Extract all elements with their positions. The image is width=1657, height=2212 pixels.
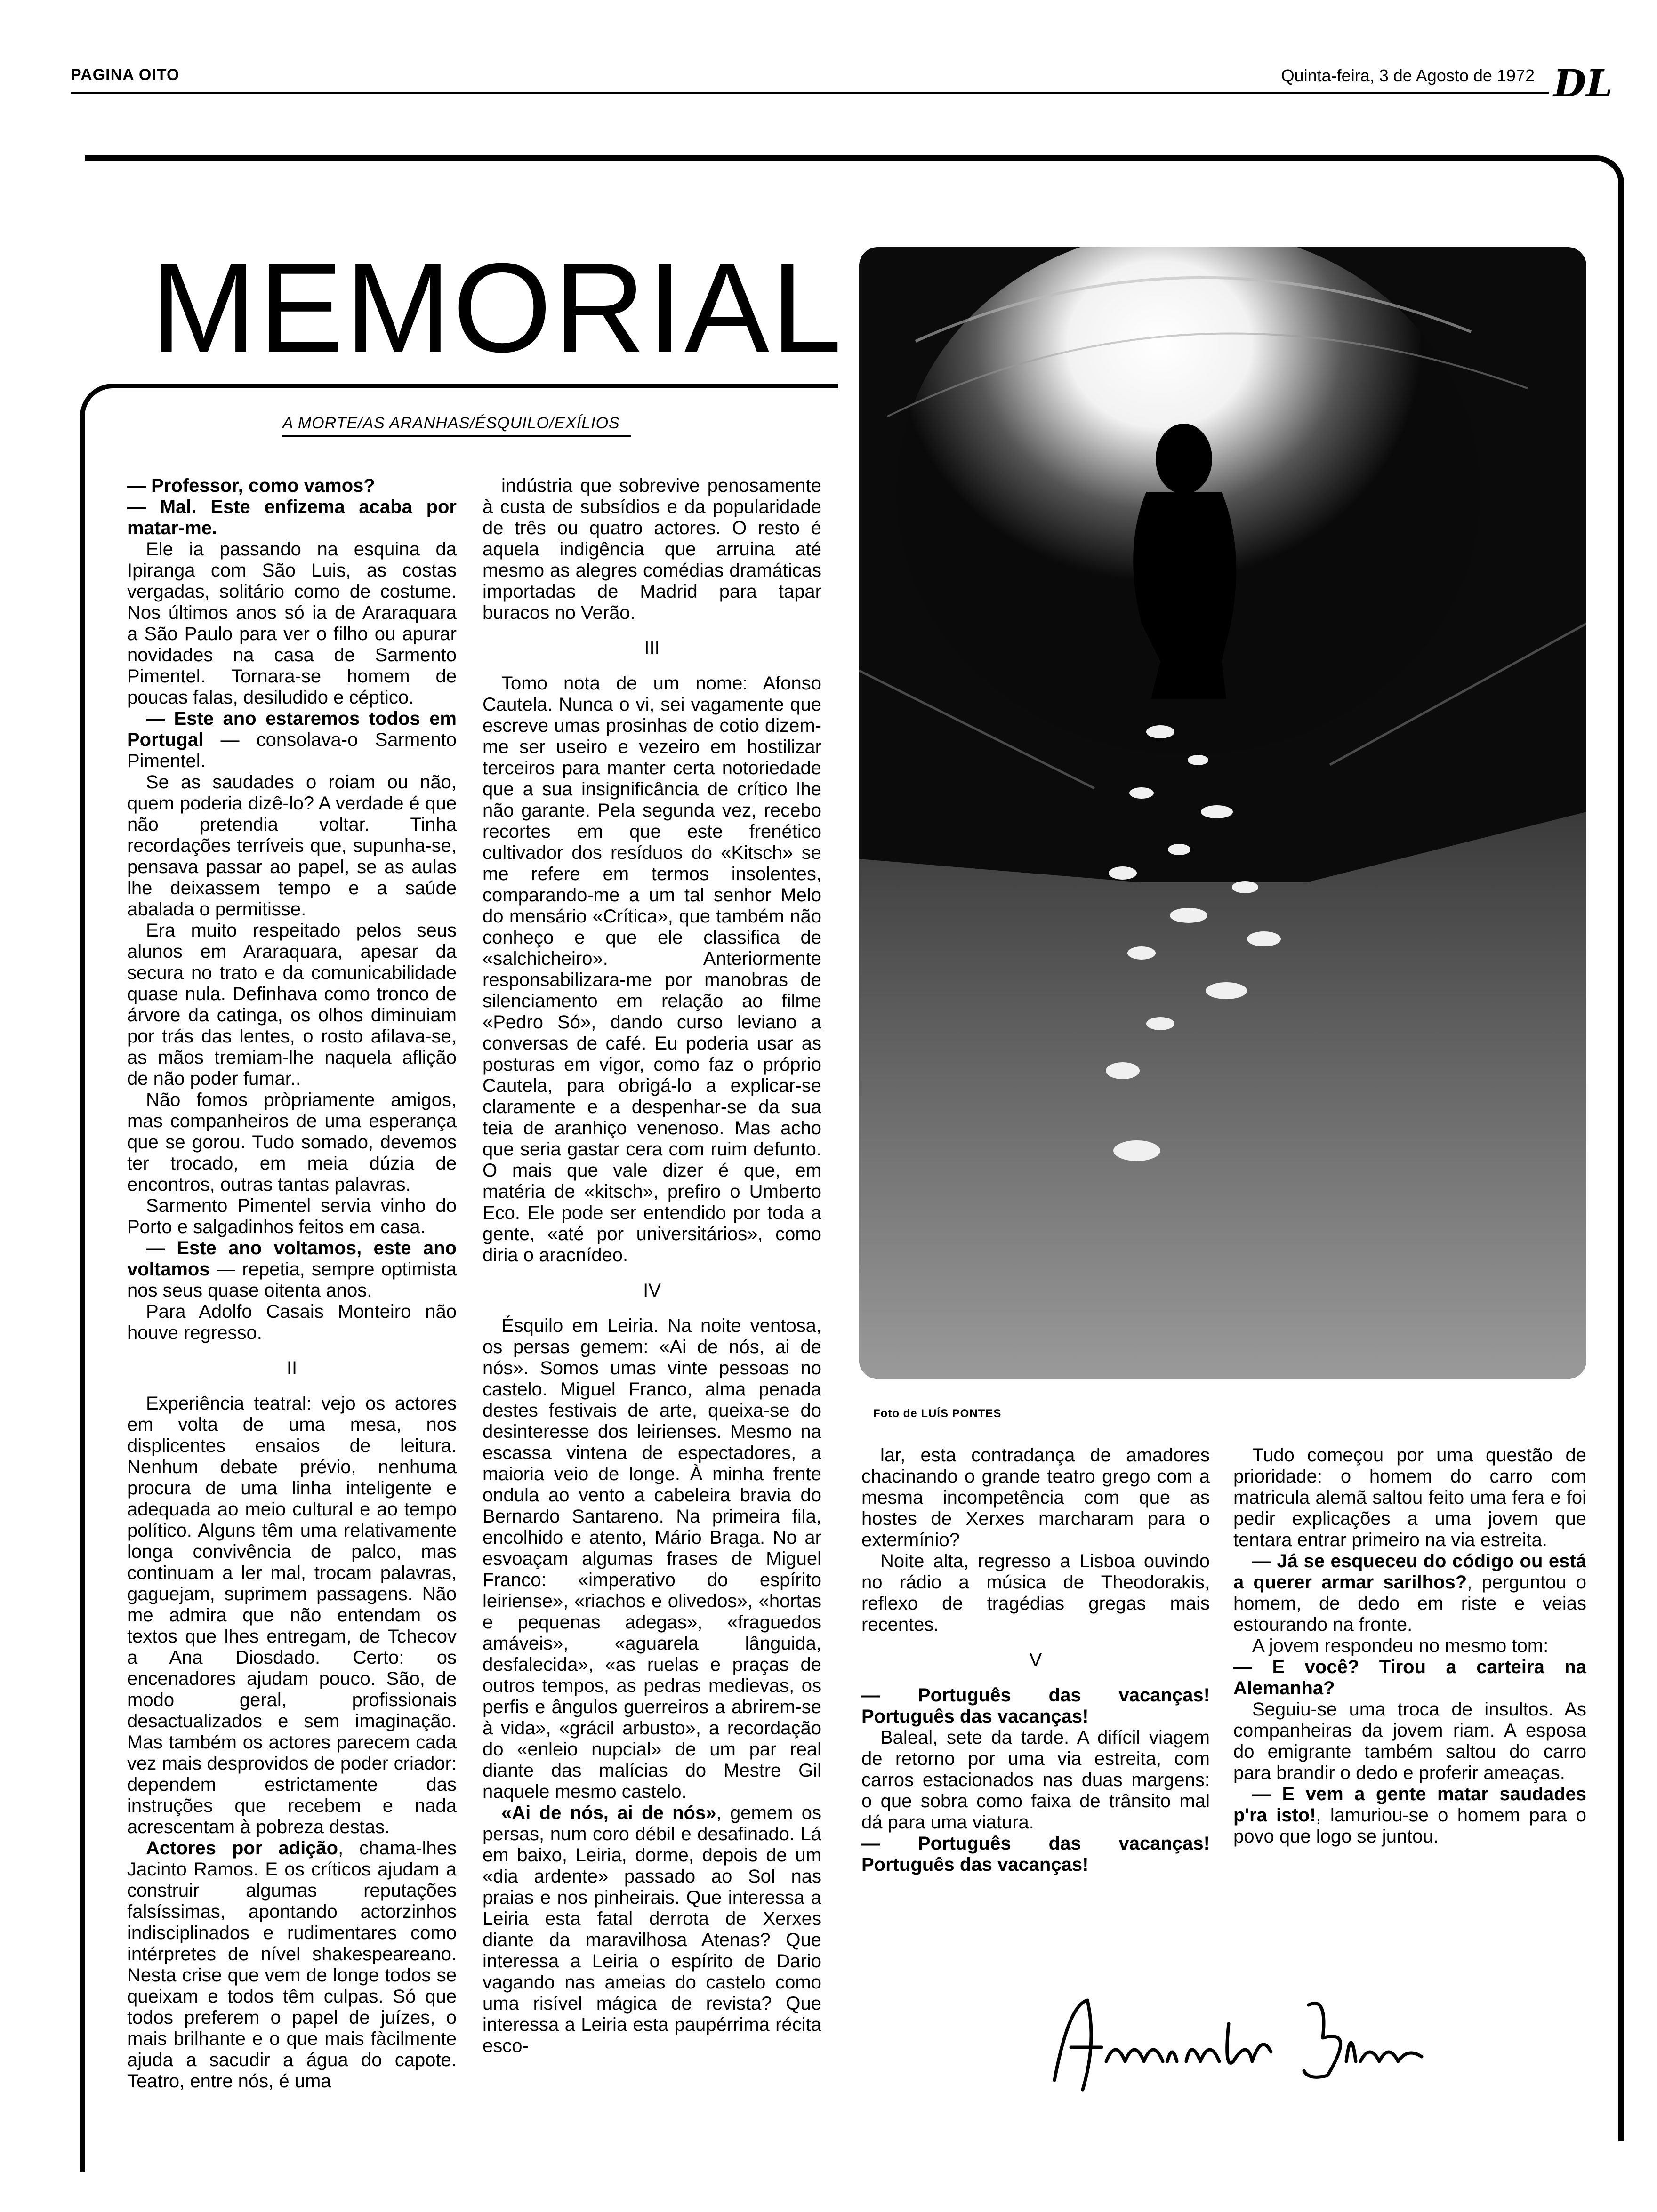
col1b-paragraphs	[127, 1393, 457, 2092]
photo-credit: Foto de LUÍS PONTES	[873, 1407, 1002, 1420]
author-signature	[1026, 1967, 1450, 2118]
tunnel-photo-image	[859, 247, 1586, 1379]
bold-lead: «Ai de nós, ai de nós»	[501, 1803, 716, 1823]
bold-lead: — Professor, como vamos?	[127, 475, 375, 496]
paragraph	[861, 1833, 1210, 1875]
section-number-4: IV	[643, 1280, 661, 1301]
paragraph	[483, 1803, 821, 2057]
paragraph	[127, 1195, 457, 1238]
col3-paragraphs	[861, 1445, 1210, 1635]
col2c-paragraphs	[483, 1315, 821, 2057]
paragraph-text: Noite alta, regresso a Lisboa ouvindo no rádio a música de Theodorakis, reflexo de tragédias gregas mais recentes.	[861, 1551, 1210, 1635]
page-label: PAGINA OITO	[71, 66, 180, 84]
article-title: MEMORIAL	[151, 237, 844, 379]
paragraph	[127, 772, 457, 920]
paragraph	[1233, 1657, 1586, 1699]
paragraph	[1233, 1699, 1586, 1784]
subtitle-underline	[282, 435, 631, 437]
paragraph-text: — consolava-o Sarmento Pimentel.	[127, 729, 457, 771]
paragraph-text: indústria que sobrevive penosamente à custa de subsídios e da popularidade de três ou quatro actores. O resto é aquela indigência que arruina até mesmo as alegres comédias dramáticas importadas de Madrid para tapar buracos no Verão.	[483, 475, 821, 623]
paragraph	[483, 1315, 821, 1803]
signature-image	[1026, 1967, 1450, 2118]
paragraph	[861, 1727, 1210, 1833]
paragraph-text: , lamuriou-se o homem para o povo que logo se juntou.	[1233, 1805, 1586, 1847]
col2b-paragraphs	[483, 673, 821, 1266]
col1-paragraphs	[127, 475, 457, 1344]
paragraph-text: Ele ia passando na esquina da Ipiranga com São Luis, as costas vergadas, solitário como de costume. Nos últimos anos só ia de Araraquara a São Paulo para ver o filho ou apurar novidades na casa de Sarmento Pimentel. Tornara-se homem de poucas falas, desiludido e céptico.	[127, 539, 457, 708]
paragraph-text: Tomo nota de um nome: Afonso Cautela. Nunca o vi, sei vagamente que escreve umas prosinhas de cotio dizem-me ser useiro e vezeiro em hostilizar terceiros para manter certa notoriedade que a sua insignificância de crítico lhe não garante. Pela segunda vez, recebo recortes em que este frenético cultivador dos resíduos do «Kitsch» se me refere em termos insolentes, comparando-me a um tal senhor Melo do mensário «Crítica», que também não conheço e que ele classifica de «salchicheiro». Anteriormente responsabilizara-me por manobras de silenciamento em relação ao filme «Pedro Só», dando curso leviano a conversas de café. Eu poderia usar as posturas em vigor, como faz o próprio Cautela, para obrigá-lo a explicar-se claramente e a despenhar-se da sua teia de aranhiço venenoso. Mas acho que seria gastar cera com ruim defunto. O mais que vale dizer é que, em matéria de «kitsch», prefiro o Umberto Eco. Ele pode ser entendido por toda a gente, «até por universitários», como diria o aracnídeo.	[483, 673, 821, 1266]
paragraph	[483, 475, 821, 624]
paragraph-text: lar, esta contradança de amadores chacinando o grande teatro grego com a mesma incompetência com que as hostes de Xerxes marcharam para o extermínio?	[861, 1445, 1210, 1550]
paragraph	[1233, 1635, 1586, 1657]
column-3	[861, 1445, 1210, 1875]
paragraph-text: Para Adolfo Casais Monteiro não houve regresso.	[127, 1301, 457, 1343]
section-number-5: V	[1029, 1650, 1042, 1670]
col2-paragraphs	[483, 475, 821, 624]
paragraph	[127, 1838, 457, 2092]
paragraph	[861, 1445, 1210, 1551]
bold-lead: — Português das vacanças! Português das vacanças!	[861, 1833, 1210, 1875]
paragraph	[127, 1301, 457, 1344]
paragraph-text: A jovem respondeu no mesmo tom:	[1252, 1635, 1549, 1656]
newspaper-logo: DL	[1553, 61, 1613, 105]
bold-lead: — Português das vacanças! Português das vacanças!	[861, 1685, 1210, 1727]
paragraph	[127, 1393, 457, 1838]
column-2	[483, 475, 821, 2057]
bold-lead: — E você? Tirou a carteira na Alemanha?	[1233, 1657, 1586, 1699]
paragraph-text: Tudo começou por uma questão de prioridade: o homem do carro com matricula alemã saltou feito uma fera e foi pedir explicações a uma jovem que tentara entrar primeiro na via estreita.	[1233, 1445, 1586, 1550]
section-number-2: II	[286, 1358, 298, 1378]
paragraph	[127, 539, 457, 708]
section-number-3: III	[644, 638, 660, 658]
paragraph-text: Se as saudades o roiam ou não, quem poderia dizê-lo? A verdade é que não pretendia voltar. Tinha recordações terríveis que, supunha-se, pensava passar ao papel, se as aulas lhe deixassem tempo e a saúde abalada o permitisse.	[127, 772, 457, 920]
column-1	[127, 475, 457, 2092]
bold-lead: — Este ano voltamos, este ano voltamos	[127, 1238, 457, 1280]
paragraph	[127, 920, 457, 1090]
paragraph-text: Baleal, sete da tarde. A difícil viagem de retorno por uma via estreita, com carros estacionados nas duas margens: o que sobra como faixa de trânsito mal dá para uma viatura.	[861, 1727, 1210, 1833]
paragraph-text: , perguntou o homem, de dedo em riste e veias estourando na fronte.	[1233, 1572, 1586, 1635]
paragraph	[127, 1090, 457, 1195]
paragraph	[483, 673, 821, 1266]
paragraph	[1233, 1445, 1586, 1551]
tunnel-photo	[859, 247, 1586, 1379]
paragraph	[127, 708, 457, 772]
paragraph-text: , chama-lhes Jacinto Ramos. E os críticos ajudam a construir algumas reputações falsíssimas, apontando actorzinhos indisciplinados e rudimentares como intérpretes de nível shakespeareano. Nesta crise que vem de longe todos se queixam e todos têm culpas. Só que todos preferem o papel de juízes, o mais brilhante e o que mais fàcilmente ajuda a sacudir a água do capote. Teatro, entre nós, é uma	[127, 1838, 457, 2092]
paragraph-text: Seguiu-se uma troca de insultos. As companheiras da jovem riam. A esposa do emigrante também saltou do carro para brandir o dedo e proferir ameaças.	[1233, 1699, 1586, 1783]
col3b-paragraphs	[861, 1685, 1210, 1875]
bold-lead: — Já se esqueceu do código ou está a querer armar sarilhos?	[1233, 1551, 1586, 1593]
paragraph	[127, 497, 457, 539]
paragraph-text: Experiência teatral: vejo os actores em volta de uma mesa, nos displicentes ensaios de leitura. Nenhum debate prévio, nenhuma procura de uma linha inteligente e adequada ao meio cultural e ao tempo político. Alguns têm uma relativamente longa convivência de palco, mas continuam a ler mal, trocam palavras, gaguejam, suprimem passagens. Não me admira que não entendam os textos que lhes entregam, de Tchecov a Ana Diosdado. Certo: os encenadores ajudam pouco. São, de modo geral, profissionais desactualizados e sem imaginação. Mas também os actores parecem cada vez mais desprovidos de poder criador: dependem estrictamente das instruções que recebem e nada acrescentam à pobreza destas.	[127, 1393, 457, 1837]
col4-paragraphs	[1233, 1445, 1586, 1847]
bold-lead: — Mal. Este enfizema acaba por matar-me.	[127, 497, 457, 538]
issue-date: Quinta-feira, 3 de Agosto de 1972	[1281, 66, 1535, 85]
paragraph-text: — repetia, sempre optimista nos seus quase oitenta anos.	[127, 1259, 457, 1301]
paragraph-text: Era muito respeitado pelos seus alunos em Araraquara, apesar da secura no trato e da comunicabilidade quase nula. Definhava como tronco de árvore da catinga, os olhos diminuiam por trás das lentes, o rosto afilava-se, as mãos tremiam-lhe naquela aflição de não poder fumar..	[127, 920, 457, 1089]
paragraph	[861, 1685, 1210, 1727]
paragraph	[861, 1551, 1210, 1635]
bold-lead: Actores por adição	[146, 1838, 338, 1859]
paragraph	[127, 1238, 457, 1301]
paragraph	[127, 475, 457, 497]
bold-lead: — E vem a gente matar saudades p'ra isto!	[1233, 1784, 1586, 1826]
article-subtitle: A MORTE/AS ARANHAS/ÉSQUILO/EXÍLIOS	[282, 414, 620, 432]
bold-lead: — Este ano estaremos todos em Portugal	[127, 708, 457, 750]
paragraph-text: , gemem os persas, num coro débil e desafinado. Lá em baixo, Leiria, dorme, depois de um «dia ardente» passado ao Sol nas praias e nos pinheirais. Que interessa a Leiria esta fatal derrota de Xerxes diante da maravilhosa Atenas? Que interessa a Leiria o espírito de Dario vagando nas ameias do castelo como uma risível mágica de revista? Que interessa a Leiria esta paupérrima récita esco-	[483, 1803, 821, 2056]
paragraph-text: Ésquilo em Leiria. Na noite ventosa, os persas gemem: «Ai de nós, ai de nós». Somos umas vinte pessoas no castelo. Miguel Franco, alma penada destes festivais de arte, queixa-se do desinteresse dos leirienses. Mesmo na escassa vintena de espectadores, a maioria veio de longe. À minha frente ondula ao vento a cabeleira bravia do Bernardo Santareno. Na primeira fila, encolhido e atento, Mário Braga. No ar esvoaçam algumas frases de Miguel Franco: «imperativo do espírito leiriense», «riachos e olivedos», «hortas e pequenas adegas», «fraguedos amáveis», «aguarela lânguida, desfalecida», «as ruelas e praças de outros tempos, as pedras medievas, os perfis e ângulos guerreiros a abrirem-se à vida», «grácil arbusto», a recordação do «enleio nupcial» de um par real diante das malícias do Mestre Gil naquele mesmo castelo.	[483, 1315, 821, 1802]
paragraph-text: Não fomos pròpriamente amigos, mas companheiros de uma esperança que se gorou. Tudo somado, devemos ter trocado, em meia dúzia de encontros, outras tantas palavras.	[127, 1090, 457, 1195]
paragraph	[1233, 1784, 1586, 1847]
column-4	[1233, 1445, 1586, 1847]
paragraph	[1233, 1551, 1586, 1635]
paragraph-text: Sarmento Pimentel servia vinho do Porto e salgadinhos feitos em casa.	[127, 1195, 457, 1237]
header-rule	[71, 92, 1549, 94]
